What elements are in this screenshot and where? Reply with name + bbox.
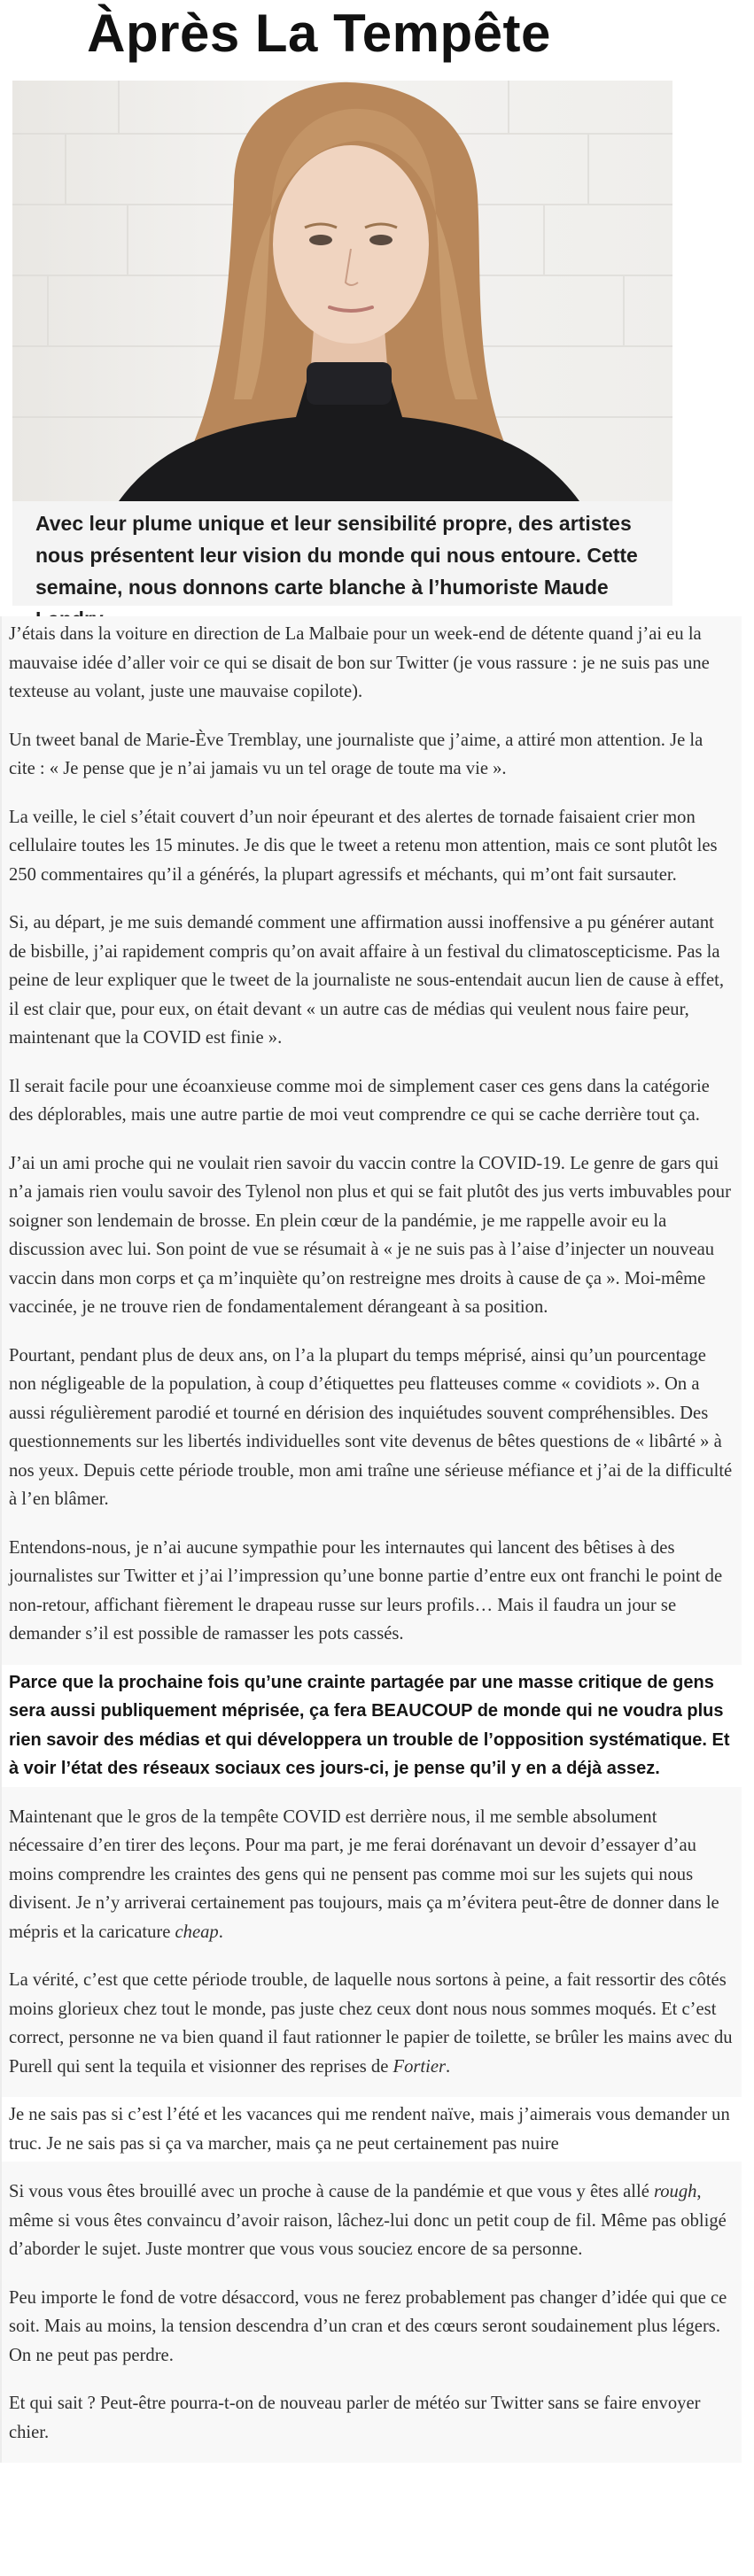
article-paragraph: Si, au départ, je me suis demandé comment une affirmation aussi inoffensive a pu générer autant de bisbille, j’ai rapidement compris qu’on avait affaire à un festival du climatoscepticisme. Pas la peine de leur expliquer que le tweet de la journaliste ne sous-entendait aucun lien de cause à effet, il est clair que, pour eux, on était devant « un autre cas de médias qui veulent nous faire peur, maintenant que la COVID est finie ». [9,913,725,1048]
article-paragraph: La veille, le ciel s’était couvert d’un noir épeurant et des alertes de tornade faisaient crier mon cellulaire toutes les 15 minutes. Je dis que le tweet a retenu mon attention, mais ce sont plutôt les 250 commentaires qu’il a générés, la plupart agressifs et méchants, qui m’ont fait sursauter. [9,807,718,885]
italic-word: Fortier [393,2056,447,2077]
article-paragraph: Et qui sait ? Peut-être pourra-t-on de nouveau parler de météo sur Twitter sans se faire envoyer chier. [9,2394,701,2442]
paragraph-text-end: . [446,2056,451,2077]
lede-paragraph: Avec leur plume unique et leur sensibilité propre, des artistes nous présentent leur vision du monde qui nous entoure. Cette semaine, nous donnons carte blanche à l’humoriste Maude [12,501,672,606]
paragraph-text: Maintenant que le gros de la tempête COVID est derrière nous, il me semble absolument nécessaire d’en tirer des leçons. Pour ma part, je me ferai dorénavant un devoir d’essayer d’au moins comprendre les craintes des gens qui ne pensent pas comme moi sur les sujets qui nous divisent. Je n’y arriverai certainement pas toujours, mais ça m’évitera peut-être de donner dans le mépris et la caricature [9,1806,719,1942]
article-paragraph [2,1962,742,2085]
italic-word: rough [653,2182,697,2201]
article-paragraph: Peu importe le fond de votre désaccord, vous ne ferez probablement pas changer d’idée qui que ce soit. Mais au moins, la tension descendra d’un cran et des cœurs seront soudainement plus légers. On ne peut pas perdre. [9,2287,727,2365]
article-paragraph: Un tweet banal de Marie-Ève Tremblay, une journaliste que j’aime, a attiré mon attention. Je la cite : « Je pense que je n’ai jamais vu un tel orage de toute ma vie ». [9,730,703,778]
paragraph-text: La vérité, c’est que cette période trouble, de laquelle nous sortons à peine, a fait ressortir des côtés moins glorieux chez tout le monde, pas juste chez ceux dont nous nous sommes moqués. Et c’est correct, personne ne va bien quand il faut rationner le papier de toilette, se brûler les mains avec du Purell qui sent la tequila et visionner des reprises de [9,1970,733,2077]
article-paragraph: Pourtant, pendant plus de deux ans, on l’a la plupart du temps méprisé, ainsi qu’un pourcentage non négligeable de la population, à coup d’étiquettes peu flatteuses comme « covidiots ». On a aussi régulièrement parodié et tourné en dérision des inquiétudes souvent compréhensibles. Des questionnements sur les libertés individuelles sont vite devenus de bêtes questions de « libârté » à nos yeux. Depuis cette période trouble, mon ami traîne une sérieuse méfiance et j’ai de la difficulté à l’en blâmer. [9,1345,733,1509]
paragraph-text-end: . [218,1922,223,1942]
portrait-illustration [12,81,672,501]
paragraph-text-end: , même si vous êtes convaincu d’avoir raison, lâchez-lui donc un petit coup de fil. Même pas obligé d’aborder le sujet. Juste montrer que vous vous souciez encore de sa personne. [9,2182,727,2259]
portrait-photo [12,81,672,501]
article-body [0,616,742,2463]
article-paragraph: Entendons-nous, je n’ai aucune sympathie pour les internautes qui lancent des bêtises à des journalistes sur Twitter et j’ai l’impression qu’une bonne partie d’entre eux ont franchi le point de non-retour, affichant fièrement le drapeau russe sur leurs profils… Mais il faudra un jour se demander s’il est possible de ramasser les pots cassés. [9,1537,723,1644]
article-paragraph: J’étais dans la voiture en direction de La Malbaie pour un week-end de détente quand j’ai eu la mauvaise idée d’aller voir ce qui se disait de bon sur Twitter (je vous rassure : je ne suis pas une texteuse au volant, juste une mauvaise copilote). [9,624,710,701]
article-paragraph: Il serait facile pour une écoanxieuse comme moi de simplement caser ces gens dans la catégorie des déplorables, mais une autre partie de moi veut comprendre ce qui se cache derrière tout ça. [9,1076,710,1125]
article-paragraph [2,2174,742,2268]
article-paragraph: Je ne sais pas si c’est l’été et les vacances qui me rendent naïve, mais j’aimerais vous demander un truc. Je ne sais pas si ça va marcher, mais ça ne peut certainement pas nuire [2,2097,742,2162]
page-title: Àprès La Tempête [87,4,551,63]
article-paragraph: J’ai un ami proche qui ne voulait rien savoir du vaccin contre la COVID-19. Le genre de gars qui n’a jamais rien voulu savoir des Tylenol non plus et qui se fait plutôt des jus verts imbuvables pour soigner son lendemain de brosse. En plein cœur de la pandémie, je me rappelle avoir eu la discussion avec lui. Son point de vue se résumait à « je ne suis pas à l’aise d’injecter un nouveau vaccin dans mon corps et ça m’inquiète qu’on restreigne mes droits à cause de ça ». Moi-même vaccinée, je ne trouve rien de fondamentalement dérangeant à sa position. [9,1153,731,1317]
italic-word: cheap [175,1922,219,1942]
article-paragraph [2,1799,742,1951]
pull-quote-paragraph: Parce que la prochaine fois qu’une crainte partagée par une masse critique de gens sera aussi publiquement méprisée, ça fera BEAUCOUP de monde qui ne voudra plus rien savoir des médias et qui développera un trouble de l’opposition systématique. Et à voir l’état des réseaux sociaux ces jours-ci, je pense qu’il y en a déjà assez. [2,1665,742,1787]
paragraph-text: Si vous vous êtes brouillé avec un proche à cause de la pandémie et que vous y êtes allé [9,2182,654,2201]
